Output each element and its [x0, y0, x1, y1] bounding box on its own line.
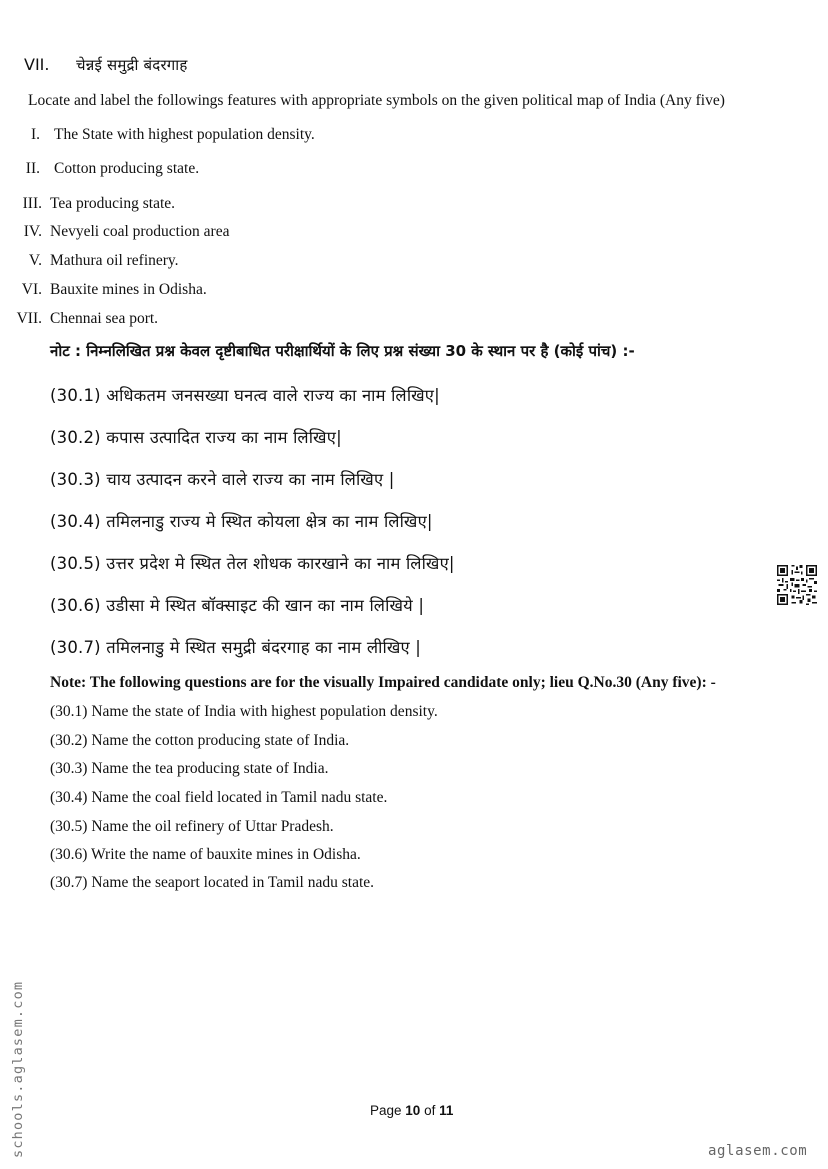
- hindi-question: (30.4) तमिलनाडु राज्य मे स्थित कोयला क्षेत्र का नाम लिखिए|: [50, 512, 433, 531]
- map-item-text: Mathura oil refinery.: [50, 252, 179, 269]
- map-item-text: The State with highest population density.: [54, 126, 315, 143]
- map-item-numeral: VI.: [21, 281, 42, 298]
- map-item: [0, 160, 199, 178]
- english-question: (30.3) Name the tea producing state of India.: [50, 760, 329, 777]
- map-item: [0, 126, 315, 144]
- map-item: [0, 281, 207, 299]
- of-word: of: [424, 1103, 436, 1118]
- map-item-numeral: VII.: [16, 310, 42, 327]
- hindi-question: (30.3) चाय उत्पादन करने वाले राज्य का नाम लिखिए |: [50, 470, 395, 489]
- top-item-numeral: VII.: [24, 55, 50, 74]
- english-question: (30.2) Name the cotton producing state of India.: [50, 732, 350, 749]
- bottom-watermark: aglasem.com: [708, 1143, 808, 1159]
- map-item-numeral: III.: [22, 195, 42, 212]
- map-item: [0, 223, 229, 241]
- qr-code-icon: [777, 565, 817, 605]
- map-item-text: Cotton producing state.: [54, 160, 200, 177]
- hindi-question: (30.6) उडीसा मे स्थित बॉक्साइट की खान का नाम लिखिये |: [50, 596, 425, 615]
- hindi-question: (30.7) तमिलनाडु मे स्थित समुद्री बंदरगाह का नाम लीखिए |: [50, 638, 422, 657]
- map-item-text: Bauxite mines in Odisha.: [50, 281, 207, 298]
- hindi-note: नोट : निम्नलिखित प्रश्न केवल दृष्टीबाधित परीक्षार्थियों के लिए प्रश्न संख्या 30 के स्थान पर है (कोई पांच) :-: [50, 342, 635, 360]
- map-item: [0, 310, 158, 328]
- map-item-text: Chennai sea port.: [50, 310, 159, 327]
- english-note: Note: The following questions are for the visually Impaired candidate only; lieu Q.No.30 (Any five): -: [50, 674, 716, 691]
- map-item-numeral: IV.: [23, 223, 42, 240]
- map-item-text: Tea producing state.: [50, 195, 176, 212]
- top-item-text: चेन्नई समुद्री बंदरगाह: [76, 56, 188, 74]
- hindi-question: (30.1) अधिकतम जनसख्या घनत्व वाले राज्य का नाम लिखिए|: [50, 386, 440, 405]
- english-question: (30.1) Name the state of India with highest population density.: [50, 703, 438, 720]
- english-question: (30.7) Name the seaport located in Tamil nadu state.: [50, 874, 375, 891]
- total-pages: 11: [439, 1103, 454, 1118]
- map-item-numeral: II.: [25, 160, 40, 177]
- page-word: Page: [370, 1103, 402, 1118]
- english-question: (30.4) Name the coal field located in Tamil nadu state.: [50, 789, 388, 806]
- map-instruction: Locate and label the followings features with appropriate symbols on the given political map of India (Any five): [28, 92, 725, 109]
- english-question: (30.6) Write the name of bauxite mines in Odisha.: [50, 846, 361, 863]
- side-watermark: schools.aglasem.com: [10, 980, 26, 1158]
- map-item-numeral: I.: [30, 126, 40, 143]
- map-item: [0, 252, 179, 270]
- page-number: 10: [405, 1103, 421, 1118]
- map-item-text: Nevyeli coal production area: [50, 223, 230, 240]
- hindi-question: (30.2) कपास उत्पादित राज्य का नाम लिखिए|: [50, 428, 342, 447]
- map-item: [0, 195, 175, 213]
- map-item-numeral: V.: [28, 252, 42, 269]
- hindi-question: (30.5) उत्तर प्रदेश मे स्थित तेल शोधक कारखाने का नाम लिखिए|: [50, 554, 455, 573]
- page-footer: [370, 1103, 453, 1118]
- english-question: (30.5) Name the oil refinery of Uttar Pradesh.: [50, 818, 334, 835]
